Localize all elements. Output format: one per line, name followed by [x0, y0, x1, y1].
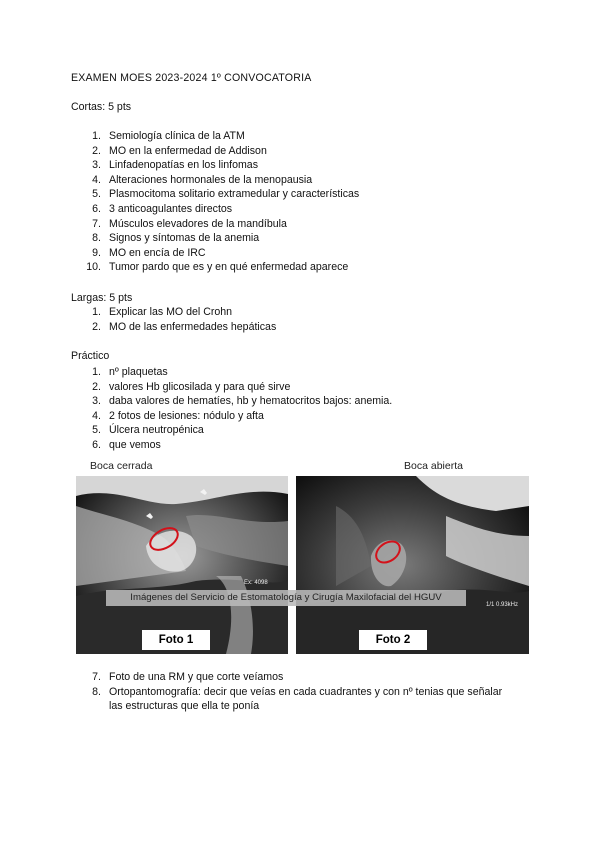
list-item-text: Tumor pardo que es y en qué enfermedad aparece: [109, 261, 349, 274]
caption-boca-abierta: Boca abierta: [404, 460, 463, 472]
caption-boca-cerrada: Boca cerrada: [90, 460, 153, 472]
list-item-number: 8.: [92, 685, 101, 698]
list-item-number: 2.: [92, 380, 101, 393]
list-item-text: Explicar las MO del Crohn: [109, 306, 233, 318]
largas-label: Largas: 5 pts: [71, 292, 133, 304]
list-item-text: Ortopantomografía: decir que veías en cada cuadrantes y con nº tenias que señalar: [109, 685, 503, 698]
list-item-text: Úlcera neutropénica: [109, 424, 204, 437]
list-item-text: las estructuras que ella te ponía: [109, 700, 260, 713]
scan1-overlay-text: Ex: 4098: [244, 580, 268, 586]
practico-label: Práctico: [71, 350, 110, 362]
list-item-text: daba valores de hematíes, hb y hematocritos bajos: anemia.: [109, 395, 393, 408]
list-item-number: 10.: [86, 261, 101, 274]
list-item-number: 2.: [92, 144, 101, 157]
list-item-number: 7.: [92, 671, 101, 683]
list-item-text: Foto de una RM y que corte veíamos: [109, 671, 284, 683]
list-item-text: nº plaquetas: [109, 366, 168, 378]
list-item-number: 7.: [92, 217, 101, 230]
list-item-number: 2.: [92, 320, 101, 333]
list-item-text: Signos y síntomas de la anemia: [109, 232, 260, 245]
list-item-number: 6.: [92, 438, 101, 451]
list-item-number: 9.: [92, 246, 101, 259]
list-item-number: 3.: [92, 395, 101, 408]
scan2-overlay-text: 1/1 0.93kHz: [486, 602, 519, 608]
list-item-text: 3 anticoagulantes directos: [109, 202, 233, 215]
list-item-number: 4.: [92, 409, 101, 422]
list-item-text: Alteraciones hormonales de la menopausia: [109, 173, 313, 186]
list-item-text: Músculos elevadores de la mandíbula: [109, 217, 287, 230]
list-item-number: 1.: [92, 366, 101, 378]
list-item-text: MO en la enfermedad de Addison: [109, 144, 267, 157]
foto-1-label: Foto 1: [142, 630, 210, 650]
foto-2-label: Foto 2: [359, 630, 427, 650]
list-item-number: 5.: [92, 188, 101, 201]
mri-image-closed: [76, 476, 288, 654]
exam-title: EXAMEN MOES 2023-2024 1º CONVOCATORIA: [71, 72, 312, 84]
list-item-number: 1.: [92, 130, 101, 142]
list-item-text: MO en encía de IRC: [109, 246, 206, 259]
image-source-banner: Imágenes del Servicio de Estomatología y Cirugía Maxilofacial del HGUV: [106, 590, 466, 606]
list-item-text: Linfadenopatías en los linfomas: [109, 159, 259, 172]
list-item-number: 8.: [92, 232, 101, 245]
list-item-text: valores Hb glicosilada y para qué sirve: [109, 380, 291, 393]
list-item-number: 6.: [92, 202, 101, 215]
mri-figure: [76, 460, 531, 655]
cortas-label: Cortas: 5 pts: [71, 101, 132, 113]
list-item-number: 1.: [92, 306, 101, 318]
list-item-number: 4.: [92, 173, 101, 186]
list-item-text: Semiología clínica de la ATM: [109, 130, 245, 142]
list-item-text: MO de las enfermedades hepáticas: [109, 320, 277, 333]
list-item-number: 5.: [92, 424, 101, 437]
list-item-text: Plasmocitoma solitario extramedular y características: [109, 188, 360, 201]
list-item-number: 3.: [92, 159, 101, 172]
list-item-text: que vemos: [109, 438, 161, 451]
list-item-text: 2 fotos de lesiones: nódulo y afta: [109, 409, 264, 422]
mri-image-open: [296, 476, 529, 654]
